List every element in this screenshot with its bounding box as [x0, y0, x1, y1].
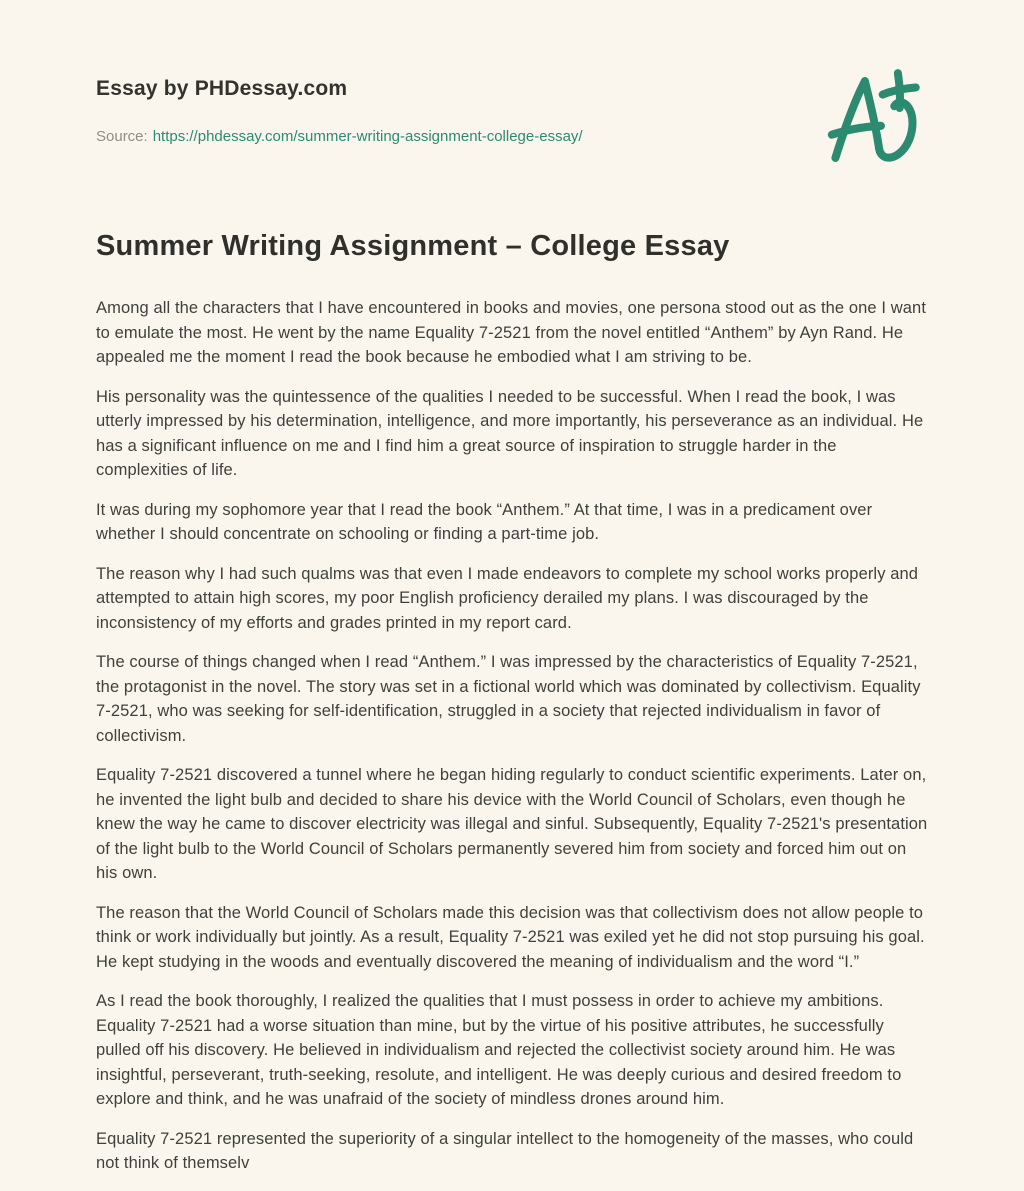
essay-body: [96, 296, 928, 1176]
essay-paragraph: The reason why I had such qualms was that even I made endeavors to complete my school works properly and attempted to attain high scores, my poor English proficiency derailed my plans. I was discouraged by the inconsistency of my efforts and grades printed in my report card.: [96, 564, 919, 632]
source-label: Source:: [96, 128, 148, 145]
essay-paragraph: Equality 7-2521 represented the superiority of a singular intellect to the homogeneity of the masses, who could not think of themselv: [96, 1129, 914, 1172]
header-title: Essay by PHDessay.com: [96, 77, 348, 100]
essay-paragraph: Equality 7-2521 discovered a tunnel where he began hiding regularly to conduct scientific experiments. Later on, he invented the light bulb and decided to share his device with the World Council of Scholars, even though he knew the way he came to discover electricity was illegal and sinful. Subsequently, Equality 7-2521's presentation of the light bulb to the World Council of Scholars permanently severed him from society and forced him out on his own.: [96, 766, 928, 882]
source-line: [96, 128, 928, 145]
essay-paragraph: Among all the characters that I have encountered in books and movies, one persona stood out as the one I want to emulate the most. He went by the name Equality 7-2521 from the novel entitled “Anthem” by Ayn Rand. He appealed me the moment I read the book because he embodied what I am striving to be.: [96, 299, 927, 366]
page-header: [96, 77, 928, 145]
essay-paragraph: The reason that the World Council of Scholars made this decision was that collectivism does not allow people to think or work individually but jointly. As a result, Equality 7-2521 was exiled yet he did not stop pursuing his goal. He kept studying in the woods and eventually discovered the meaning of individualism and the word “I.”: [96, 903, 925, 971]
essay-title: Summer Writing Assignment – College Essay: [96, 230, 730, 262]
essay-main: [96, 230, 928, 1176]
essay-paragraph: His personality was the quintessence of the qualities I needed to be successful. When I read the book, I was utterly impressed by his determination, intelligence, and more importantly, his perseverance as an individual. He has a significant influence on me and I find him a great source of inspiration to struggle harder in the complexities of life.: [96, 387, 924, 479]
essay-paragraph: As I read the book thoroughly, I realized the qualities that I must possess in order to achieve my ambitions. Equality 7-2521 had a worse situation than mine, but by the virtue of his positive attributes, he successfully pulled off his discovery. He believed in individualism and rejected the collectivist society around him. He was insightful, perseverant, truth-seeking, resolute, and intelligent. He was deeply curious and desired freedom to explore and think, and he was unafraid of the society of mindless drones around him.: [96, 992, 902, 1108]
source-link[interactable]: https://phdessay.com/summer-writing-assignment-college-essay/: [152, 128, 583, 145]
essay-page: [96, 0, 928, 1176]
essay-paragraph: The course of things changed when I read “Anthem.” I was impressed by the characteristics of Equality 7-2521, the protagonist in the novel. The story was set in a fictional world which was dominated by collectivism. Equality 7-2521, who was seeking for self-identification, struggled in a society that rejected individualism in favor of collectivism.: [96, 653, 921, 745]
a-plus-logo-icon: [814, 62, 930, 170]
essay-paragraph: It was during my sophomore year that I read the book “Anthem.” At that time, I was in a predicament over whether I should concentrate on schooling or finding a part-time job.: [96, 500, 873, 543]
